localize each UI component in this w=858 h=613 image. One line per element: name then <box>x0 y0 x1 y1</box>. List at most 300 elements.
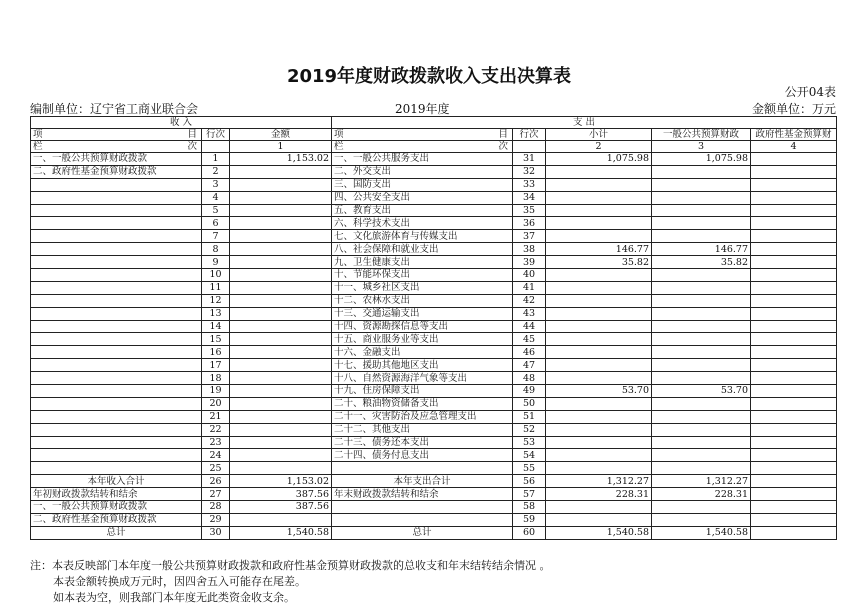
general-budget-cell <box>652 397 751 410</box>
expense-rowno-cell: 55 <box>513 462 546 475</box>
expense-item-cell: 二、外交支出 <box>332 165 513 178</box>
subtotal-cell: 1,540.58 <box>546 526 652 539</box>
income-amount-cell <box>230 397 332 410</box>
expense-rowno-cell: 43 <box>513 307 546 320</box>
table-row <box>31 294 837 307</box>
general-budget-cell <box>652 204 751 217</box>
fund-budget-cell <box>751 178 837 191</box>
general-budget-cell <box>652 307 751 320</box>
table-row <box>31 230 837 243</box>
general-budget-cell <box>652 281 751 294</box>
subtotal-cell <box>546 346 652 359</box>
fund-budget-cell <box>751 346 837 359</box>
table-row <box>31 320 837 333</box>
subtotal-cell <box>546 501 652 514</box>
expense-rowno-cell: 60 <box>513 526 546 539</box>
fund-budget-header: 政府性基金预算财 <box>751 129 837 141</box>
fund-budget-cell <box>751 462 837 475</box>
table-row <box>31 333 837 346</box>
income-rowno-cell: 12 <box>202 294 230 307</box>
expense-rowno-cell: 37 <box>513 230 546 243</box>
ci-label: 次 <box>498 141 509 152</box>
expense-item-cell: 十六、金融支出 <box>332 346 513 359</box>
expense-item-cell: 二十二、其他支出 <box>332 423 513 436</box>
income-item-cell <box>31 397 202 410</box>
table-row <box>31 462 837 475</box>
expense-rowno-cell: 59 <box>513 513 546 526</box>
expense-rowno-cell: 48 <box>513 372 546 385</box>
fund-budget-cell <box>751 256 837 269</box>
income-amount-cell: 387.56 <box>230 501 332 514</box>
table-row <box>31 153 837 166</box>
table-row <box>31 423 837 436</box>
fund-budget-cell <box>751 191 837 204</box>
income-amount-cell <box>230 359 332 372</box>
income-amount-cell <box>230 256 332 269</box>
subtotal-cell <box>546 217 652 230</box>
table-row <box>31 191 837 204</box>
income-amount-cell <box>230 372 332 385</box>
general-budget-cell <box>652 320 751 333</box>
table-row <box>31 243 837 256</box>
income-rowno-cell: 2 <box>202 165 230 178</box>
income-amount-cell <box>230 230 332 243</box>
income-item-cell <box>31 230 202 243</box>
reporting-unit: 编制单位：辽宁省工商业联合会 <box>30 102 199 116</box>
total-row <box>31 501 837 514</box>
subtotal-cell <box>546 230 652 243</box>
fund-budget-cell <box>751 320 837 333</box>
income-amount-cell <box>230 410 332 423</box>
income-amount-cell: 1,540.58 <box>230 526 332 539</box>
income-amount-cell <box>230 346 332 359</box>
table-row <box>31 410 837 423</box>
income-item-cell <box>31 243 202 256</box>
expense-rowno-cell: 33 <box>513 178 546 191</box>
income-rowno-cell: 17 <box>202 359 230 372</box>
expense-rowno-cell: 50 <box>513 397 546 410</box>
general-budget-cell <box>652 191 751 204</box>
income-item-cell: 二、政府性基金预算财政拨款 <box>31 165 202 178</box>
income-item-cell <box>31 256 202 269</box>
subtotal-cell <box>546 191 652 204</box>
general-budget-cell: 228.31 <box>652 488 751 501</box>
income-item-cell <box>31 423 202 436</box>
general-budget-cell: 35.82 <box>652 256 751 269</box>
income-rowno-cell: 23 <box>202 436 230 449</box>
expense-item-cell: 一、一般公共服务支出 <box>332 153 513 166</box>
table-row <box>31 217 837 230</box>
subtotal-cell: 228.31 <box>546 488 652 501</box>
subtotal-cell <box>546 333 652 346</box>
income-rowno-cell: 18 <box>202 372 230 385</box>
income-amount-cell <box>230 178 332 191</box>
fund-budget-cell <box>751 217 837 230</box>
fund-budget-cell <box>751 359 837 372</box>
subtotal-cell <box>546 423 652 436</box>
expense-rowno-cell: 56 <box>513 475 546 488</box>
subtotal-cell <box>546 513 652 526</box>
table-row <box>31 436 837 449</box>
item-label: 项 <box>33 129 43 140</box>
expense-item-cell: 十二、农林水支出 <box>332 294 513 307</box>
col-number-4: 4 <box>751 141 837 153</box>
subtotal-cell: 146.77 <box>546 243 652 256</box>
income-amount-cell <box>230 333 332 346</box>
table-row <box>31 178 837 191</box>
income-rowno-cell: 15 <box>202 333 230 346</box>
expense-rowno-header: 行次 <box>513 129 546 141</box>
subtotal-cell <box>546 307 652 320</box>
income-rowno-cell: 14 <box>202 320 230 333</box>
income-amount-cell <box>230 165 332 178</box>
subtotal-cell <box>546 436 652 449</box>
income-item-cell <box>31 191 202 204</box>
subtotal-cell <box>546 320 652 333</box>
general-budget-cell <box>652 436 751 449</box>
income-rowno-header: 行次 <box>202 129 230 141</box>
fund-budget-cell <box>751 488 837 501</box>
income-lanci-header <box>31 141 202 153</box>
income-rowno-cell: 9 <box>202 256 230 269</box>
expense-rowno-cell: 31 <box>513 153 546 166</box>
income-amount-cell <box>230 281 332 294</box>
income-amount-header: 金额 <box>230 129 332 141</box>
table-row <box>31 281 837 294</box>
subtotal-cell <box>546 204 652 217</box>
fund-budget-cell <box>751 385 837 398</box>
income-amount-cell <box>230 423 332 436</box>
subtotal-cell: 1,312.27 <box>546 475 652 488</box>
subtotal-cell <box>546 178 652 191</box>
expense-item-cell: 九、卫生健康支出 <box>332 256 513 269</box>
fund-budget-cell <box>751 526 837 539</box>
lan-label: 栏 <box>33 141 43 152</box>
income-rowno-cell: 4 <box>202 191 230 204</box>
income-item-cell <box>31 385 202 398</box>
income-amount-cell: 1,153.02 <box>230 475 332 488</box>
expense-item-cell: 六、科学技术支出 <box>332 217 513 230</box>
income-rowno-cell: 10 <box>202 269 230 282</box>
table-row <box>31 165 837 178</box>
subtotal-cell <box>546 294 652 307</box>
header-row-colnums <box>31 141 837 153</box>
income-amount-cell: 1,153.02 <box>230 153 332 166</box>
item-mu-label: 目 <box>187 129 197 140</box>
general-budget-cell <box>652 269 751 282</box>
expense-item-header <box>332 129 513 141</box>
expense-item-cell: 本年支出合计 <box>332 475 513 488</box>
expense-rowno-cell: 41 <box>513 281 546 294</box>
income-amount-cell <box>230 307 332 320</box>
col-number-3: 3 <box>652 141 751 153</box>
income-rowno-cell: 30 <box>202 526 230 539</box>
header-row-columns <box>31 129 837 141</box>
general-budget-cell <box>652 449 751 462</box>
fund-budget-cell <box>751 449 837 462</box>
report-year: 2019年度 <box>395 102 450 116</box>
table-row <box>31 385 837 398</box>
expense-rowno-cell: 40 <box>513 269 546 282</box>
income-item-cell: 本年收入合计 <box>31 475 202 488</box>
general-budget-cell <box>652 372 751 385</box>
income-amount-cell <box>230 513 332 526</box>
income-amount-cell <box>230 385 332 398</box>
income-item-cell <box>31 320 202 333</box>
header-row-section <box>31 117 837 129</box>
income-rowno-cell: 1 <box>202 153 230 166</box>
expense-rowno-cell: 38 <box>513 243 546 256</box>
income-amount-cell <box>230 243 332 256</box>
income-amount-cell <box>230 294 332 307</box>
income-item-cell: 一、一般公共预算财政拨款 <box>31 501 202 514</box>
fund-budget-cell <box>751 153 837 166</box>
total-row <box>31 526 837 539</box>
income-amount-cell <box>230 217 332 230</box>
income-rowno-cell: 21 <box>202 410 230 423</box>
fund-budget-cell <box>751 204 837 217</box>
income-rowno-cell: 13 <box>202 307 230 320</box>
general-budget-cell: 146.77 <box>652 243 751 256</box>
income-amount-cell <box>230 449 332 462</box>
income-rowno-cell: 5 <box>202 204 230 217</box>
income-item-cell <box>31 333 202 346</box>
fund-budget-cell <box>751 294 837 307</box>
expense-rowno-cell: 53 <box>513 436 546 449</box>
income-amount-cell <box>230 436 332 449</box>
general-budget-cell <box>652 165 751 178</box>
fund-budget-cell <box>751 372 837 385</box>
total-row <box>31 475 837 488</box>
expense-item-cell: 五、教育支出 <box>332 204 513 217</box>
expense-item-cell: 十八、自然资源海洋气象等支出 <box>332 372 513 385</box>
general-budget-cell <box>652 423 751 436</box>
income-rowno-cell: 11 <box>202 281 230 294</box>
income-item-cell: 一、一般公共预算财政拨款 <box>31 153 202 166</box>
income-item-cell <box>31 346 202 359</box>
expense-rowno-cell: 57 <box>513 488 546 501</box>
expense-rowno-cell: 44 <box>513 320 546 333</box>
note-line: 如本表为空，则我部门本年度无此类资金收支余。 <box>53 591 295 604</box>
income-rowno-cell: 16 <box>202 346 230 359</box>
income-item-cell <box>31 178 202 191</box>
income-rowno-cell: 28 <box>202 501 230 514</box>
income-item-cell <box>31 294 202 307</box>
col-number-2: 2 <box>546 141 652 153</box>
lan-label: 栏 <box>334 141 344 152</box>
subtotal-cell: 35.82 <box>546 256 652 269</box>
subtotal-cell <box>546 462 652 475</box>
expense-rowno-cell: 34 <box>513 191 546 204</box>
expense-rowno-cell: 35 <box>513 204 546 217</box>
income-amount-cell <box>230 320 332 333</box>
note-line: 本表金额转换成万元时，因四舍五入可能存在尾差。 <box>53 575 306 588</box>
expense-rowno-cell: 46 <box>513 346 546 359</box>
income-rowno-cell: 22 <box>202 423 230 436</box>
expense-item-cell: 八、社会保障和就业支出 <box>332 243 513 256</box>
income-item-cell: 年初财政拨款结转和结余 <box>31 488 202 501</box>
subtotal-cell <box>546 359 652 372</box>
subtotal-header: 小计 <box>546 129 652 141</box>
table-row <box>31 372 837 385</box>
table-row <box>31 397 837 410</box>
income-item-cell: 二、政府性基金预算财政拨款 <box>31 513 202 526</box>
income-item-cell <box>31 372 202 385</box>
general-budget-header: 一般公共预算财政 <box>652 129 751 141</box>
expense-lanci-header <box>332 141 513 153</box>
general-budget-cell <box>652 410 751 423</box>
general-budget-cell: 1,312.27 <box>652 475 751 488</box>
subtotal-cell: 1,075.98 <box>546 153 652 166</box>
col-number-1: 1 <box>230 141 332 153</box>
expense-item-cell: 七、文化旅游体育与传媒支出 <box>332 230 513 243</box>
general-budget-cell <box>652 501 751 514</box>
expense-item-cell: 十七、援助其他地区支出 <box>332 359 513 372</box>
table-row <box>31 359 837 372</box>
income-item-header <box>31 129 202 141</box>
general-budget-cell <box>652 346 751 359</box>
fund-budget-cell <box>751 410 837 423</box>
income-item-cell <box>31 462 202 475</box>
income-amount-cell <box>230 191 332 204</box>
general-budget-cell: 1,540.58 <box>652 526 751 539</box>
expense-item-cell: 四、公共安全支出 <box>332 191 513 204</box>
expense-item-cell: 十五、商业服务业等支出 <box>332 333 513 346</box>
income-rowno-cell: 19 <box>202 385 230 398</box>
general-budget-cell <box>652 217 751 230</box>
table-row <box>31 269 837 282</box>
table-row <box>31 346 837 359</box>
income-item-cell <box>31 449 202 462</box>
report-meta <box>30 100 836 116</box>
income-header: 收 入 <box>31 117 332 129</box>
subtotal-cell: 53.70 <box>546 385 652 398</box>
expense-rowno-cell: 58 <box>513 501 546 514</box>
income-item-cell <box>31 204 202 217</box>
fund-budget-cell <box>751 307 837 320</box>
income-rowno-cell: 25 <box>202 462 230 475</box>
general-budget-cell <box>652 359 751 372</box>
income-amount-cell <box>230 462 332 475</box>
fund-budget-cell <box>751 230 837 243</box>
money-unit: 金额单位：万元 <box>751 102 836 116</box>
income-item-cell <box>31 410 202 423</box>
income-item-cell <box>31 269 202 282</box>
fund-budget-cell <box>751 269 837 282</box>
expense-rowno-cell: 45 <box>513 333 546 346</box>
general-budget-cell <box>652 513 751 526</box>
expense-rowno-cell: 42 <box>513 294 546 307</box>
subtotal-cell <box>546 281 652 294</box>
income-rowno-cell: 27 <box>202 488 230 501</box>
expense-item-cell <box>332 513 513 526</box>
income-rowno-cell: 26 <box>202 475 230 488</box>
expense-rowno-cell: 47 <box>513 359 546 372</box>
income-item-cell <box>31 217 202 230</box>
expense-item-cell: 十、节能环保支出 <box>332 269 513 282</box>
expense-item-cell: 十一、城乡社区支出 <box>332 281 513 294</box>
table-row <box>31 204 837 217</box>
subtotal-cell <box>546 269 652 282</box>
income-item-cell <box>31 436 202 449</box>
table-notes <box>30 558 551 606</box>
income-rowno-cell: 29 <box>202 513 230 526</box>
expense-rowno-cell: 54 <box>513 449 546 462</box>
subtotal-cell <box>546 372 652 385</box>
ci-label: 次 <box>187 141 197 152</box>
fund-budget-cell <box>751 436 837 449</box>
expense-item-cell: 三、国防支出 <box>332 178 513 191</box>
income-rowno-cell: 6 <box>202 217 230 230</box>
expense-item-cell: 十九、住房保障支出 <box>332 385 513 398</box>
income-rowno-cell: 8 <box>202 243 230 256</box>
general-budget-cell: 1,075.98 <box>652 153 751 166</box>
income-rowno-cell: 3 <box>202 178 230 191</box>
expense-rowno-cell: 32 <box>513 165 546 178</box>
note-line: 注：本表反映部门本年度一般公共预算财政拨款和政府性基金预算财政拨款的总收支和年末结转结余情况 。 <box>30 559 551 572</box>
general-budget-cell <box>652 333 751 346</box>
empty-cell <box>202 141 230 153</box>
expense-item-cell: 二十一、灾害防治及应急管理支出 <box>332 410 513 423</box>
total-row <box>31 488 837 501</box>
report-title: 2019年度财政拨款收入支出决算表 <box>286 66 572 87</box>
subtotal-cell <box>546 397 652 410</box>
subtotal-cell <box>546 410 652 423</box>
fund-budget-cell <box>751 501 837 514</box>
general-budget-cell <box>652 462 751 475</box>
item-mu-label: 目 <box>498 129 509 140</box>
income-item-cell <box>31 359 202 372</box>
income-amount-cell <box>230 204 332 217</box>
general-budget-cell <box>652 230 751 243</box>
income-item-cell: 总计 <box>31 526 202 539</box>
table-row <box>31 449 837 462</box>
income-rowno-cell: 24 <box>202 449 230 462</box>
fund-budget-cell <box>751 513 837 526</box>
expense-item-cell <box>332 501 513 514</box>
fund-budget-cell <box>751 333 837 346</box>
expense-rowno-cell: 49 <box>513 385 546 398</box>
income-item-cell <box>31 307 202 320</box>
fund-budget-cell <box>751 397 837 410</box>
fund-budget-cell <box>751 243 837 256</box>
total-row <box>31 513 837 526</box>
expense-item-cell: 二十、粮油物资储备支出 <box>332 397 513 410</box>
expense-item-cell: 总计 <box>332 526 513 539</box>
expense-rowno-cell: 39 <box>513 256 546 269</box>
expense-item-cell: 十四、资源勘探信息等支出 <box>332 320 513 333</box>
subtotal-cell <box>546 165 652 178</box>
income-rowno-cell: 20 <box>202 397 230 410</box>
income-item-cell <box>31 281 202 294</box>
expense-rowno-cell: 52 <box>513 423 546 436</box>
general-budget-cell <box>652 178 751 191</box>
expense-item-cell: 二十三、债务还本支出 <box>332 436 513 449</box>
income-amount-cell <box>230 269 332 282</box>
fund-budget-cell <box>751 423 837 436</box>
expense-item-cell: 年末财政拨款结转和结余 <box>332 488 513 501</box>
budget-table <box>30 116 837 540</box>
general-budget-cell: 53.70 <box>652 385 751 398</box>
table-row <box>31 256 837 269</box>
expense-rowno-cell: 51 <box>513 410 546 423</box>
subtotal-cell <box>546 449 652 462</box>
fund-budget-cell <box>751 475 837 488</box>
item-label: 项 <box>334 129 344 140</box>
form-number: 公开04表 <box>784 85 836 99</box>
fund-budget-cell <box>751 281 837 294</box>
table-row <box>31 307 837 320</box>
